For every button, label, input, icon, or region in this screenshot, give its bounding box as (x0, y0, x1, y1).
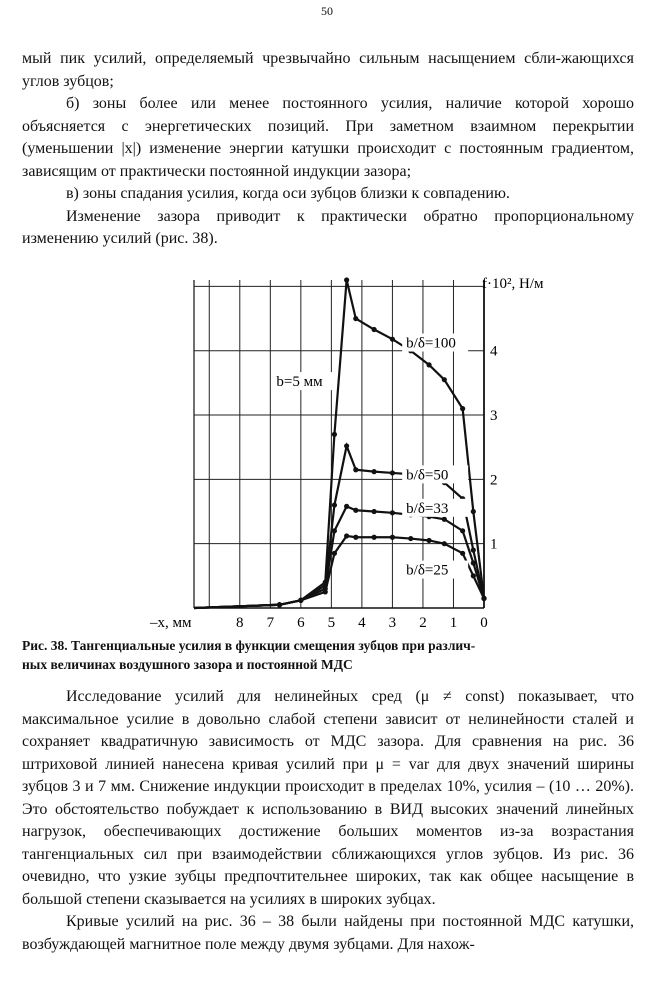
x-tick-label: 3 (388, 615, 397, 630)
data-point (344, 533, 349, 538)
data-point (344, 443, 349, 448)
paragraph: Изменение зазора приводит к практически обратно пропорциональному изменению усилий (рис. 38). (22, 207, 634, 247)
data-point (332, 502, 337, 507)
data-point (390, 470, 395, 475)
x-tick-label: 1 (449, 615, 458, 630)
series-label: b/δ=50 (406, 467, 449, 484)
paragraph: мый пик усилий, определяемый чрезвычайно сильным насыщением сбли-жающихся углов зубцов; (22, 50, 634, 90)
figure-38 (0, 270, 654, 630)
page-number: 50 (321, 4, 333, 18)
x-tick-label: 5 (327, 615, 336, 630)
caption-line-2: ных величинах воздушного зазора и постоянной МДС (22, 657, 353, 672)
data-point (390, 510, 395, 515)
data-point (471, 560, 476, 565)
x-tick-label: 6 (297, 615, 305, 630)
caption-line-1: Рис. 38. Тангенциальные усилия в функции смещения зубцов при различ- (22, 638, 476, 653)
data-point (344, 277, 349, 282)
series-label: b/δ=33 (406, 500, 449, 517)
data-point (298, 598, 303, 603)
data-point (353, 316, 358, 321)
annotation: b=5 мм (276, 374, 323, 391)
data-point (442, 541, 447, 546)
data-point (372, 327, 377, 332)
data-point (277, 602, 282, 607)
data-point (460, 551, 465, 556)
data-point (332, 551, 337, 556)
x-axis-label: –x, мм (150, 615, 192, 630)
data-point (344, 504, 349, 509)
x-tick-label: 7 (266, 615, 275, 630)
data-point (426, 538, 431, 543)
data-point (372, 509, 377, 514)
data-point (353, 535, 358, 540)
data-point (390, 337, 395, 342)
series-label: b/δ=100 (406, 335, 456, 352)
x-tick-label: 8 (236, 615, 244, 630)
data-point (471, 509, 476, 514)
data-point (426, 362, 431, 367)
data-point (372, 469, 377, 474)
y-tick-label: 1 (490, 536, 498, 553)
data-point (353, 467, 358, 472)
paragraph: б) зоны более или менее постоянного усилия, наличие которой хорошо объясняется с энергетических позиций. При заметном взаимном перекрытии (уменьшении |x|) изменение энергии катушки происходит с постоянным градиентом, зависящим от практически постоянной индукции зазора; (22, 95, 634, 180)
figure-caption (22, 636, 634, 674)
x-tick-label: 0 (480, 615, 488, 630)
data-point (471, 548, 476, 553)
bottom-text (22, 686, 634, 956)
x-tick-label: 2 (419, 615, 427, 630)
series-label: b/δ=25 (406, 562, 449, 579)
data-point (442, 517, 447, 522)
data-point (408, 536, 413, 541)
y-tick-label: 4 (490, 343, 498, 360)
data-point (390, 535, 395, 540)
paragraph: Исследование усилий для нелинейных сред (μ ≠ const) показывает, что максимальное усилие в довольно слабой степени зависит от нелинейности сталей и сохраняет квадратичную зависимость от МДС зазора. Для сравнения на рис. 36 штриховой линией нанесена кривая усилий при μ = var для двух значений ширины зубцов 3 и 7 мм. Снижение индукции происходит в пределах 10%, усилия – (10 … 20%). Это обстоятельство побуждает к использованию в ВИД высоких значений линейных нагрузок, обеспечивающих достижение больших моментов из-за возрастания тангенциальных сил при взаимодействии сближающихся углов зубцов. Из рис. 36 очевидно, что узкие зубцы предпочтительнее широких, так как общее насыщение в большой степени сказывается на усилиях в широких зубцах. (22, 688, 634, 908)
data-point (353, 508, 358, 513)
data-point (471, 573, 476, 578)
data-point (323, 589, 328, 594)
data-point (442, 377, 447, 382)
top-text (22, 48, 634, 251)
data-point (460, 528, 465, 533)
data-point (332, 528, 337, 533)
series-line (194, 280, 484, 608)
data-point (372, 535, 377, 540)
series-line (194, 506, 484, 608)
data-point (481, 596, 486, 601)
paragraph: в) зоны спадания усилия, когда оси зубцов близки к совпадению. (66, 185, 510, 202)
data-point (460, 406, 465, 411)
x-tick-label: 4 (358, 615, 366, 630)
y-axis-label: f·10², Н/м (482, 276, 544, 292)
y-tick-label: 2 (490, 472, 498, 489)
paragraph: Кривые усилий на рис. 36 – 38 были найдены при постоянной МДС катушки, возбуждающей магнитное поле между двумя зубцами. Для нахож- (22, 913, 634, 953)
data-point (332, 432, 337, 437)
force-chart (0, 270, 654, 630)
y-tick-label: 3 (490, 408, 498, 425)
